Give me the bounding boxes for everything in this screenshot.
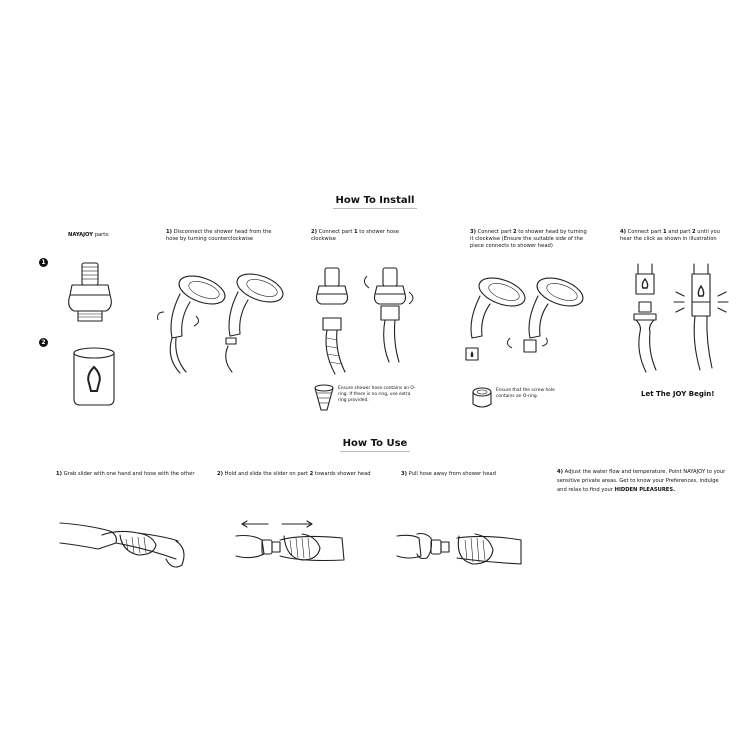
install-title-underline <box>333 208 417 209</box>
use-step-4-number: 4) <box>557 469 563 475</box>
brand-name: NAYAJOY <box>68 232 94 238</box>
part-number-2: 2 <box>39 338 48 347</box>
install-step-4-number: 4) <box>620 229 626 235</box>
install-step-2-number: 2) <box>311 229 317 235</box>
install-step-3-text <box>470 229 588 250</box>
use-step-3-illustration <box>395 520 525 575</box>
use-step-4-body: Adjust the water flow and temperature. Point NAYAJOY to your sensitive private areas. Get to know your Preferences, indulge and relax to find your <box>557 469 726 493</box>
part-number-1: 1 <box>39 258 48 267</box>
screw-hole-note: Ensure that the screw hole contains an O-ring. <box>496 388 555 399</box>
install-step-4-part-2: 2 <box>692 229 696 235</box>
use-step-4-text <box>557 468 727 495</box>
install-step-1-text <box>166 229 278 243</box>
install-step-3-body-a: Connect part <box>477 229 514 235</box>
use-step-2-number: 2) <box>217 471 223 477</box>
part-1-connector-illustration <box>60 255 120 330</box>
install-step-2-part: 1 <box>354 229 358 235</box>
use-step-2-body-b: towards shower head <box>313 471 371 477</box>
install-step-3-illustration <box>460 272 600 367</box>
use-step-1-text <box>56 471 216 478</box>
use-title-underline <box>340 451 410 452</box>
use-step-1-illustration <box>58 515 188 570</box>
install-step-2-body-b: to shower hose clockwise <box>311 229 399 242</box>
o-ring-note: Ensure shower hose contains an O-ring. If there is no ring, use extra ring provided. <box>338 386 416 403</box>
install-step-3-part: 2 <box>513 229 517 235</box>
install-step-2-body-a: Connect part <box>318 229 355 235</box>
install-step-1-number: 1) <box>166 229 172 235</box>
install-step-4-body-a: Connect part <box>627 229 664 235</box>
part-2-slider-illustration <box>70 345 120 410</box>
use-step-4-highlight: HIDDEN PLEASURES. <box>614 487 676 493</box>
install-step-3-body-b: to shower head by turning it clockwise (Ensure the suitable side of the piece connects to shower head) <box>470 229 587 249</box>
use-step-1-body: Grab slider with one hand and hose with the other <box>63 471 195 477</box>
install-step-4-text <box>620 229 730 243</box>
install-step-4-body-b: until you hear the click as shown in illustration <box>620 229 720 242</box>
use-step-3-number: 3) <box>401 471 407 477</box>
install-step-4-body-mid: and part <box>666 229 693 235</box>
use-step-2-body-a: Hold and slide the slider on part <box>224 471 310 477</box>
use-step-1-number: 1) <box>56 471 62 477</box>
install-step-2-text <box>311 229 411 243</box>
o-ring-cone-illustration <box>312 384 336 414</box>
parts-label <box>68 232 138 239</box>
use-title: How To Use <box>342 438 408 449</box>
install-step-2-illustration <box>305 262 425 382</box>
install-step-4-illustration <box>620 262 730 374</box>
use-step-2-part: 2 <box>309 471 314 477</box>
install-step-1-illustration <box>150 268 290 378</box>
parts-label-text: parts: <box>94 232 110 238</box>
tagline: Let The JOY Begin! <box>641 390 715 398</box>
use-step-3-text <box>401 471 521 478</box>
install-step-4-part-1: 1 <box>663 229 667 235</box>
screw-hole-illustration <box>470 386 494 410</box>
use-step-2-text <box>217 471 387 478</box>
install-step-1-body: Disconnect the shower head from the hose by turning counterclockwise <box>166 229 272 242</box>
install-step-3-number: 3) <box>470 229 476 235</box>
use-step-2-illustration <box>232 518 352 573</box>
install-title: How To Install <box>335 195 415 206</box>
use-step-3-body: Pull hose away from shower head <box>408 471 496 477</box>
